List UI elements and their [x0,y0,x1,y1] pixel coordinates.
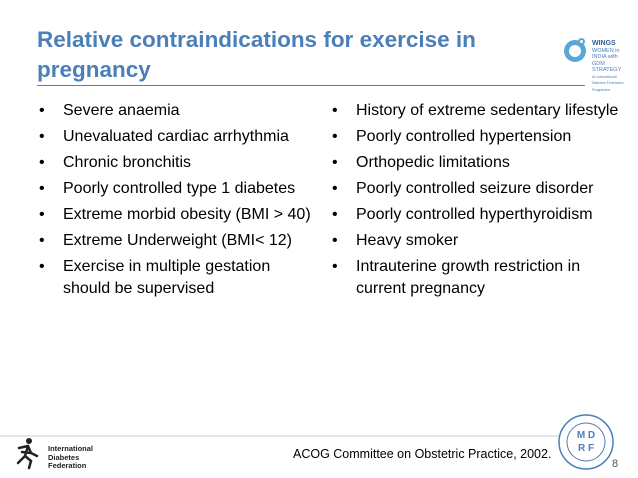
title-underline [37,85,585,86]
wings-logo-tagline: WOMEN in INDIA with GDM STRATEGY [592,47,622,73]
idf-logo-line1: International [48,444,94,453]
list-item: • Poorly controlled hypertension [330,126,620,148]
list-item: • Intrauterine growth restriction in current pregnancy [330,256,620,300]
citation: ACOG Committee on Obstetric Practice, 2002. [293,447,552,461]
right-bullet-list [330,100,620,304]
mdrf-seal-icon [556,412,619,472]
idf-logo [10,436,100,472]
list-item: • History of extreme sedentary lifestyle [330,100,620,122]
list-item: • Extreme morbid obesity (BMI > 40) [37,204,312,226]
list-item: • Severe anaemia [37,100,312,122]
idf-logo-line3: Federation [48,461,87,470]
list-item: • Chronic bronchitis [37,152,312,174]
idf-runner-icon [10,436,40,470]
list-item: • Poorly controlled hyperthyroidism [330,204,620,226]
idf-logo-line2: Diabetes [48,452,80,462]
list-item: • Poorly controlled seizure disorder [330,178,620,200]
left-bullet-list [37,100,312,304]
wings-logo [560,36,630,92]
list-item: • Unevaluated cardiac arrhythmia [37,126,312,148]
list-item: • Orthopedic limitations [330,152,620,174]
slide-title: Relative contraindications for exercise in pregnancy [37,27,476,82]
list-item: • Poorly controlled type 1 diabetes [37,178,312,200]
wings-dot-icon [578,38,585,45]
list-item: • Exercise in multiple gestation should be supervised [37,256,312,300]
svg-text:R F: R F [577,443,595,454]
svg-text:M D: M D [576,430,596,441]
list-item: • Heavy smoker [330,230,620,252]
wings-logo-subline: An International Diabetes Federation Programme [592,74,624,92]
wings-logo-name: WINGS [592,40,616,47]
slide-number: 8 [612,458,619,470]
list-item: • Extreme Underweight (BMI< 12) [37,230,312,252]
